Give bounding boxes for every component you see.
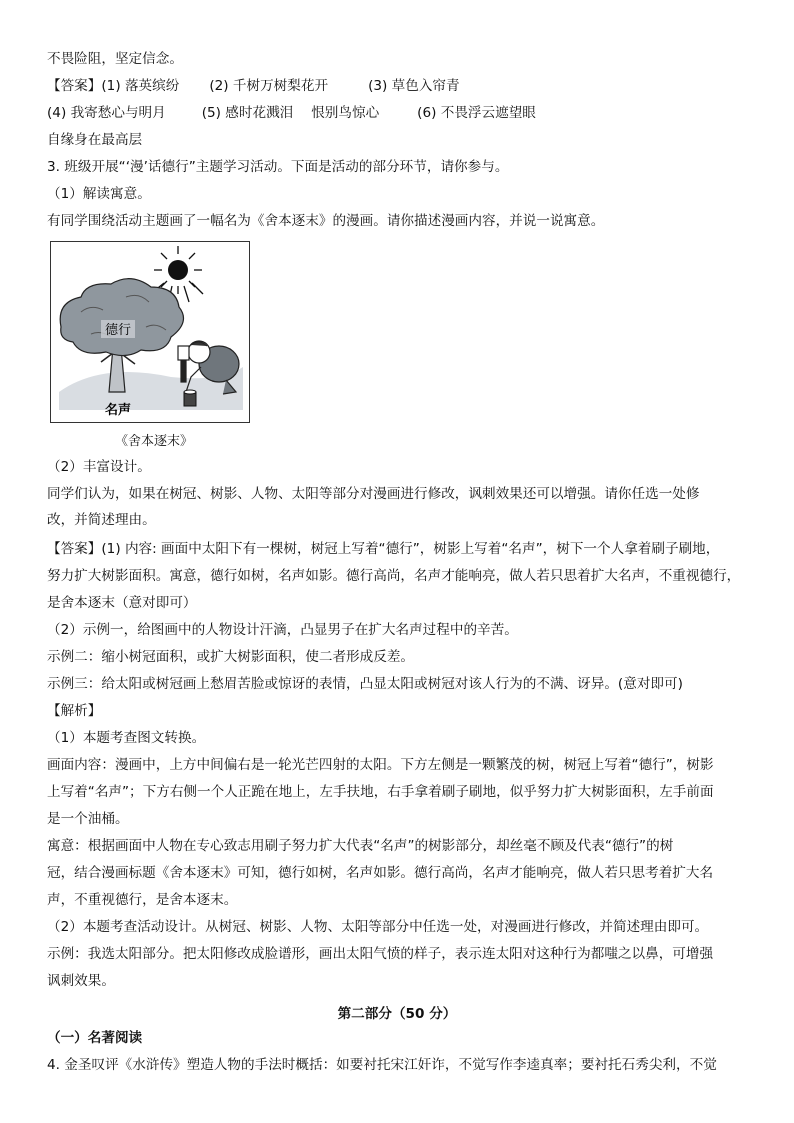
answer-line: 示例三：给太阳或树冠画上愁眉苦脸或惊讶的表情，凸显太阳或树冠对该人行为的不满、讶异。(意对即可) [47, 676, 683, 692]
answer-item: (3) 草色入帘青 [368, 78, 460, 94]
subquestion-2-desc: 改，并简述理由。 [47, 512, 156, 528]
subquestion-2: （2）丰富设计。 [47, 459, 151, 475]
answer-item: (2) 千树万树梨花开 [209, 78, 329, 94]
analysis-line: 示例：我选太阳部分。把太阳修改成脸谱形，画出太阳气愤的样子，表示连太阳对这种行为都嗤之以鼻，可增强 [47, 946, 714, 962]
subquestion-1-desc: 有同学围绕活动主题画了一幅名为《舍本逐末》的漫画。请你描述漫画内容，并说一说寓意。 [47, 213, 605, 229]
part-heading: 第二部分（50 分） [337, 1006, 457, 1022]
cartoon-figure [50, 241, 250, 423]
analysis-line: 声，不重视德行，是舍本逐末。 [47, 892, 238, 908]
answer-line: （2）示例一，给图画中的人物设计汗滴，凸显男子在扩大名声过程中的辛苦。 [47, 622, 518, 638]
answer-row-1 [47, 77, 460, 95]
text-line: 不畏险阻，坚定信念。 [47, 51, 183, 67]
crown-label: 德行 [104, 323, 132, 338]
analysis-line: 画面内容：漫画中，上方中间偏右是一轮光芒四射的太阳。下方左侧是一颗繁茂的树，树冠上写着“德行”，树影 [47, 757, 714, 773]
question-3: 3. 班级开展“‘漫’话德行”主题学习活动。下面是活动的部分环节，请你参与。 [47, 159, 509, 175]
question-4: 4. 金圣叹评《水浒传》塑造人物的手法时概括：如要衬托宋江奸诈，不觉写作李逵真率；要衬托石秀尖利，不觉 [47, 1057, 717, 1073]
analysis-line: （2）本题考查活动设计。从树冠、树影、人物、太阳等部分中任选一处，对漫画进行修改，并简述理由即可。 [47, 919, 709, 935]
answer-line: 是舍本逐末（意对即可） [47, 595, 197, 611]
text-line: 自缘身在最高层 [47, 132, 143, 148]
answer-line: 示例二：缩小树冠面积，或扩大树影面积，使二者形成反差。 [47, 649, 415, 665]
answer-row-2 [47, 104, 536, 122]
cartoon-drawing [51, 242, 251, 424]
analysis-line: 是一个油桶。 [47, 811, 129, 827]
answer-item: (6) 不畏浮云遮望眼 [417, 105, 536, 121]
analysis-line: 寓意：根据画面中人物在专心致志用刷子努力扩大代表“名声”的树影部分，却丝毫不顾及代表“德行”的树 [47, 838, 674, 854]
paint-bucket-icon [184, 390, 196, 406]
section-heading: （一）名著阅读 [47, 1030, 143, 1046]
analysis-line: 冠，结合漫画标题《舍本逐末》可知，德行如树，名声如影。德行高尚，名声才能响亮，做人若只思考着扩大名 [47, 865, 714, 881]
figure-caption: 《舍本逐末》 [115, 434, 194, 449]
subquestion-1: （1）解读寓意。 [47, 186, 151, 202]
answer-line: 【答案】(1) 内容: 画面中太阳下有一棵树，树冠上写着“德行”，树影上写着“名声”，树下一个人拿着刷子刷地， [47, 541, 720, 557]
answer-item: 【答案】(1) 落英缤纷 [47, 78, 180, 94]
subquestion-2-desc: 同学们认为，如果在树冠、树影、人物、太阳等部分对漫画进行修改，讽刺效果还可以增强。请你任选一处修 [47, 486, 700, 502]
shadow-label: 名声 [104, 403, 132, 418]
analysis-line: （1）本题考查图文转换。 [47, 730, 206, 746]
answer-line: 努力扩大树影面积。寓意，德行如树，名声如影。德行高尚，名声才能响亮，做人若只思着扩大名声，不重视德行， [47, 568, 741, 584]
answer-item: (4) 我寄愁心与明月 [47, 105, 166, 121]
analysis-heading: 【解析】 [47, 703, 102, 719]
analysis-line: 上写着“名声”；下方右侧一个人正跪在地上，左手扶地，右手拿着刷子刷地，似乎努力扩大树影面积，左手前面 [47, 784, 714, 800]
answer-item: (5) 感时花溅泪 恨别鸟惊心 [201, 105, 380, 121]
analysis-line: 讽刺效果。 [47, 973, 115, 989]
tree-crown [60, 279, 183, 356]
